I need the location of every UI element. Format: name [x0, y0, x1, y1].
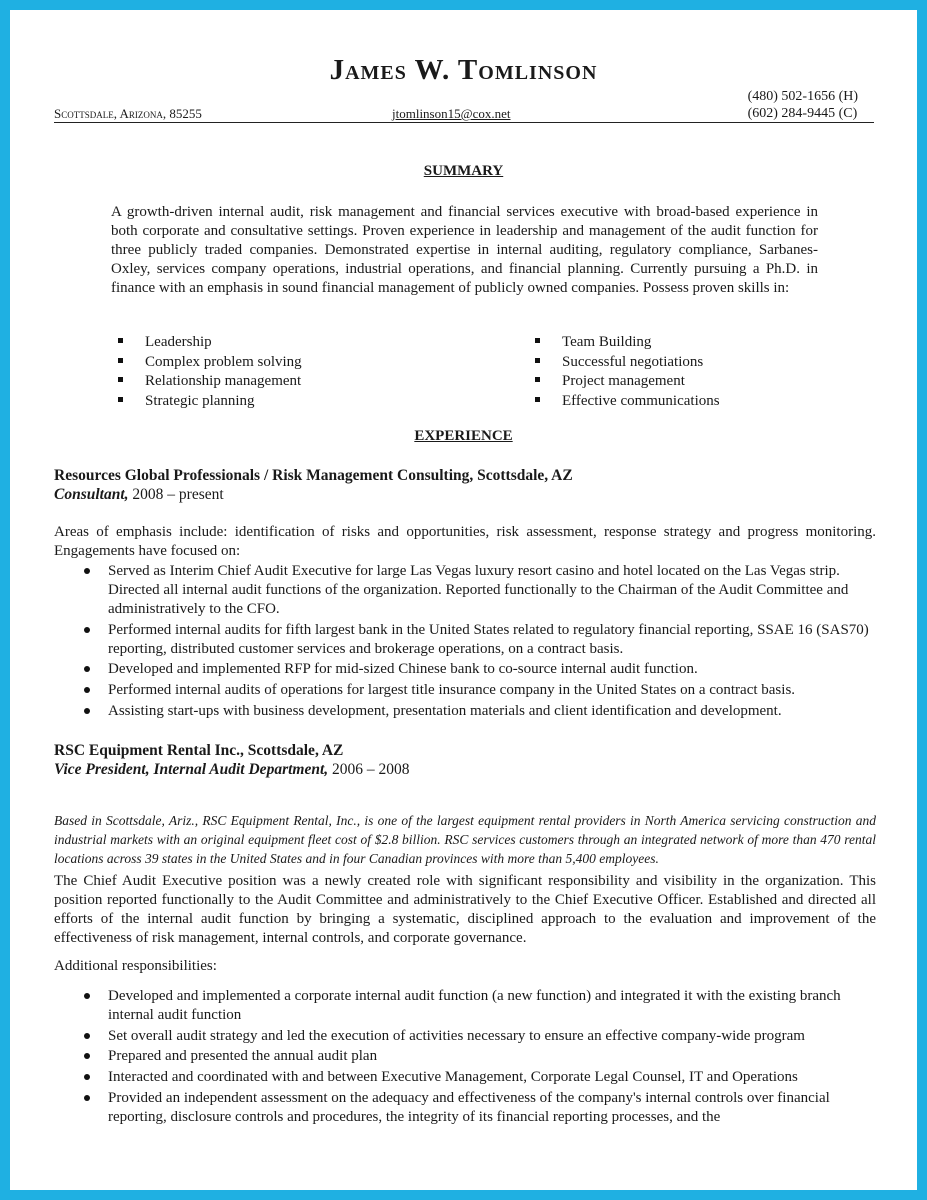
square-bullet-icon	[535, 338, 540, 343]
bullet-icon	[84, 1074, 90, 1080]
job2-role	[54, 760, 410, 779]
job1-dates: 2008 – present	[132, 486, 224, 503]
skills-right-column	[535, 333, 835, 411]
bullet-icon	[84, 1033, 90, 1039]
list-item: Developed and implemented RFP for mid-sized Chinese bank to co-source internal audit function.	[54, 660, 876, 679]
skills-left-column	[118, 333, 418, 411]
square-bullet-icon	[535, 377, 540, 382]
applicant-name: James W. Tomlinson	[329, 54, 598, 86]
list-item: Interacted and coordinated with and between Executive Management, Corporate Legal Counsel, IT and Operations	[54, 1068, 876, 1087]
square-bullet-icon	[535, 358, 540, 363]
summary-heading: SUMMARY	[423, 163, 504, 179]
email-link[interactable]: jtomlinson15@cox.net	[392, 106, 511, 121]
list-item: Set overall audit strategy and led the execution of activities necessary to ensure an effective company-wide program	[54, 1027, 876, 1046]
job1-company: Resources Global Professionals / Risk Management Consulting, Scottsdale, AZ	[54, 467, 573, 484]
skill-item: Leadership	[118, 333, 418, 353]
job1-role	[54, 485, 224, 504]
list-item: Prepared and presented the annual audit plan	[54, 1047, 876, 1066]
bullet-icon	[84, 627, 90, 633]
job1-title: Consultant,	[54, 486, 129, 503]
list-item: Provided an independent assessment on the adequacy and effectiveness of the company's internal controls over financial reporting, disclosure controls and procedures, the integrity of its financial reporting processes, and the	[54, 1089, 876, 1127]
job2-title: Vice President, Internal Audit Department,	[54, 761, 329, 778]
skill-item: Project management	[535, 372, 835, 392]
skill-item: Team Building	[535, 333, 835, 353]
bullet-icon	[84, 666, 90, 672]
square-bullet-icon	[118, 397, 123, 402]
bullet-icon	[84, 687, 90, 693]
bullet-icon	[84, 1053, 90, 1059]
job2-dates: 2006 – 2008	[332, 761, 410, 778]
bullet-icon	[84, 1095, 90, 1101]
square-bullet-icon	[118, 338, 123, 343]
phone-cell: (602) 284-9445 (C)	[747, 106, 858, 121]
skill-item: Successful negotiations	[535, 353, 835, 373]
job2-company: RSC Equipment Rental Inc., Scottsdale, AZ	[54, 742, 344, 759]
skill-item: Strategic planning	[118, 392, 418, 412]
skill-item: Complex problem solving	[118, 353, 418, 373]
square-bullet-icon	[535, 397, 540, 402]
job2-additional-label: Additional responsibilities:	[54, 958, 217, 974]
summary-text: A growth-driven internal audit, risk management and financial services executive with broad-based experience in both corporate and consultative settings. Proven experience in leadership and management of the audit function for three publicly traded companies. Demonstrated expertise in internal auditing, regulatory compliance, Sarbanes-Oxley, services company operations, industrial operations, and financial planning. Currently pursuing a Ph.D. in finance with an emphasis in sound financial management of publicly owned companies. Possess proven skills in:	[111, 204, 818, 296]
job2-company-description: Based in Scottsdale, Ariz., RSC Equipment Rental, Inc., is one of the largest equipment rental providers in North America servicing construction and industrial markets with an original equipment fleet cost of $2.8 billion. RSC services customers through an integrated network of more than 470 rental locations across 39 states in the United States and in four Canadian provinces with more than 5,400 employees.	[54, 812, 876, 866]
job2-bullets	[54, 987, 876, 1128]
bullet-icon	[84, 708, 90, 714]
bullet-icon	[84, 568, 90, 574]
skill-item: Effective communications	[535, 392, 835, 412]
bullet-icon	[84, 993, 90, 999]
phone-home: (480) 502-1656 (H)	[747, 89, 858, 104]
address: Scottsdale, Arizona, 85255	[54, 106, 202, 121]
square-bullet-icon	[118, 358, 123, 363]
list-item: Served as Interim Chief Audit Executive for large Las Vegas luxury resort casino and hotel located on the Las Vegas strip. Directed all internal audit functions of the organization. Reported functionally to the Chairman of the Audit Committee and administratively to the CFO.	[54, 562, 876, 619]
list-item: Performed internal audits for fifth largest bank in the United States related to regulatory financial reporting, SSAE 16 (SAS70) reporting, distributed customer services and brokerage operations, on a contract basis.	[54, 621, 876, 659]
job2-role-description: The Chief Audit Executive position was a newly created role with significant responsibility and visibility in the organization. This position reported functionally to the Audit Committee and administratively to the Chief Executive Officer. Established and directed all efforts of the internal audit function by bringing a systematic, disciplined approach to the evaluation and improvement of the effectiveness of risk management, internal controls, and corporate governance.	[54, 873, 876, 946]
job1-intro: Areas of emphasis include: identification of risks and opportunities, risk assessment, response strategy and progress monitoring. Engagements have focused on:	[54, 524, 876, 559]
phone-block	[748, 88, 858, 122]
skill-item: Relationship management	[118, 372, 418, 392]
list-item: Assisting start-ups with business development, presentation materials and client identification and development.	[54, 702, 876, 721]
list-item: Developed and implemented a corporate internal audit function (a new function) and integrated it with the existing branch internal audit function	[54, 987, 876, 1025]
square-bullet-icon	[118, 377, 123, 382]
header-divider	[54, 122, 874, 123]
contact-row	[54, 88, 874, 122]
experience-heading: EXPERIENCE	[414, 428, 513, 444]
job1-bullets	[54, 562, 876, 722]
list-item: Performed internal audits of operations for largest title insurance company in the United States on a contract basis.	[54, 681, 876, 700]
